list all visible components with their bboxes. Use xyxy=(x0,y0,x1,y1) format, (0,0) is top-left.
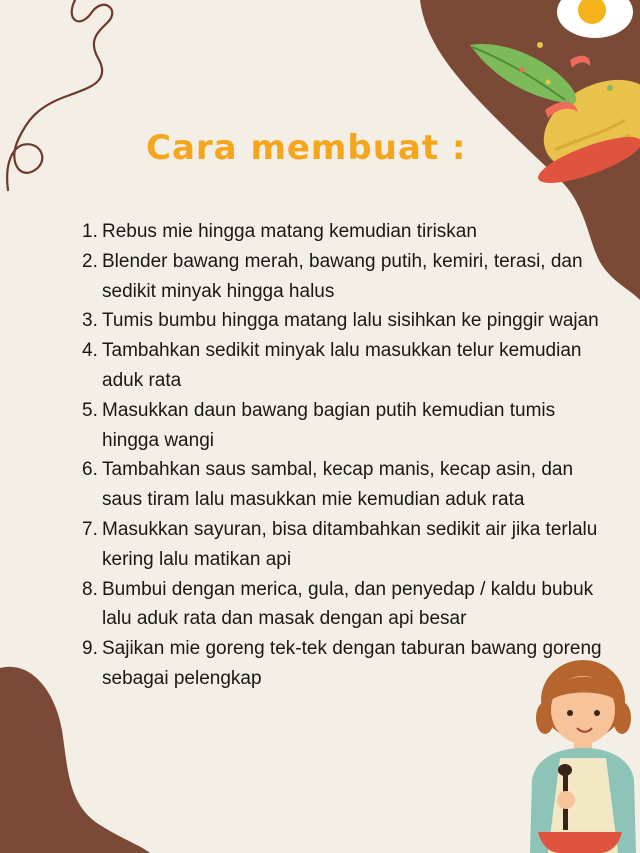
step-text: Bumbui dengan merica, gula, dan penyedap / kaldu bubuk lalu aduk rata dan masak dengan api besar xyxy=(102,578,594,630)
list-item xyxy=(82,217,602,247)
step-text: Sajikan mie goreng tek-tek dengan taburan bawang goreng sebagai pelengkap xyxy=(102,638,602,689)
step-number: 1. xyxy=(82,221,98,242)
list-item xyxy=(82,575,602,635)
step-text: Masukkan daun bawang bagian putih kemudian tumis hingga wangi xyxy=(102,399,556,451)
step-text: Rebus mie hingga matang kemudian tiriskan xyxy=(102,221,477,242)
page-title: Cara membuat : xyxy=(146,128,467,168)
step-text: Blender bawang merah, bawang putih, kemiri, terasi, dan sedikit minyak hingga halus xyxy=(102,250,583,302)
list-item xyxy=(82,634,602,694)
list-item xyxy=(82,515,602,575)
bottom-left-blob xyxy=(0,667,150,853)
squiggle-line xyxy=(7,0,112,190)
step-number: 3. xyxy=(82,310,98,332)
list-item xyxy=(82,247,602,307)
list-item xyxy=(82,336,602,396)
list-item xyxy=(82,396,602,456)
step-text: Tumis bumbu hingga matang lalu sisihkan ke pinggir wajan xyxy=(102,310,599,332)
step-number: 2. xyxy=(82,250,98,272)
step-text: Tambahkan sedikit minyak lalu masukkan telur kemudian aduk rata xyxy=(102,340,582,391)
step-number: 5. xyxy=(82,399,98,421)
step-number: 6. xyxy=(82,459,98,481)
step-text: Masukkan sayuran, bisa ditambahkan sedikit air jika terlalu kering lalu matikan api xyxy=(102,518,598,570)
step-number: 8. xyxy=(82,578,98,600)
list-item xyxy=(82,306,602,336)
step-number: 7. xyxy=(82,518,98,540)
list-item xyxy=(82,455,602,515)
steps-list xyxy=(82,217,602,694)
step-number: 4. xyxy=(82,340,98,362)
step-text: Tambahkan saus sambal, kecap manis, kecap asin, dan saus tiram lalu masukkan mie kemudian aduk rata xyxy=(102,459,574,511)
step-number: 9. xyxy=(82,638,98,660)
